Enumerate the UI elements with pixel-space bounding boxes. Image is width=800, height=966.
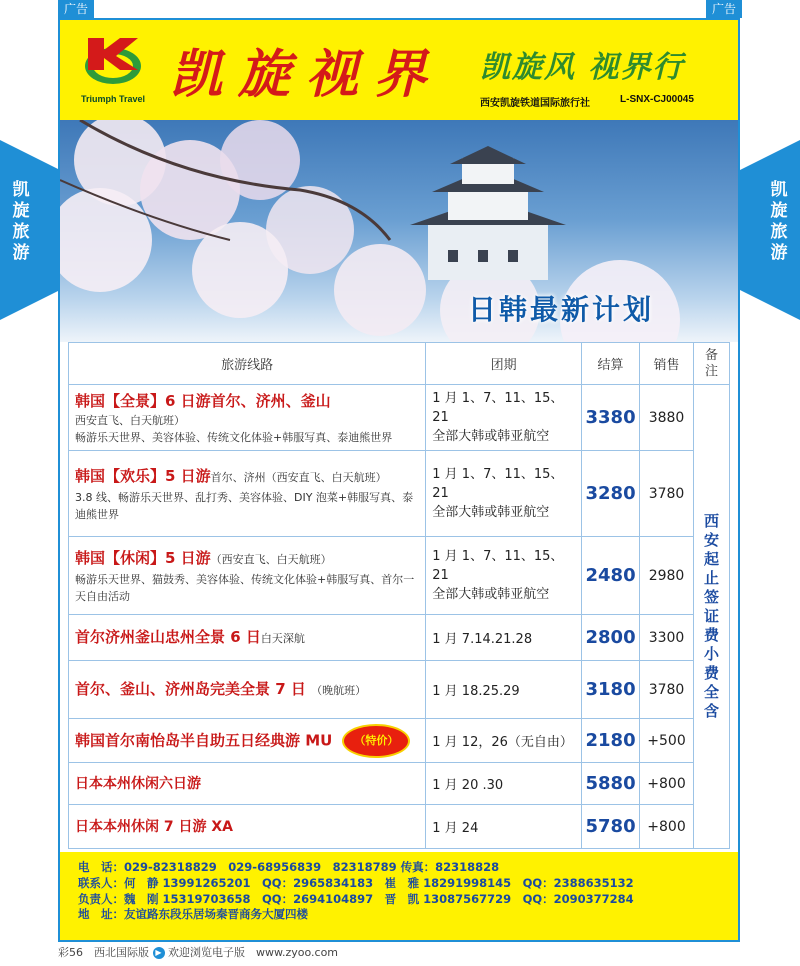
logo-subtitle: Triumph Travel — [80, 94, 146, 104]
route-desc: 西安直飞、白天航班） 畅游乐天世界、美容体验、传统文化体验+韩服写真、泰迪熊世界 — [75, 413, 393, 444]
route-desc: 3.8 线、畅游乐天世界、乱打秀、美容体验、DIY 泡菜+韩服写真、泰迪熊世界 — [75, 490, 414, 521]
settle-price: 2480 — [582, 537, 640, 615]
dates-cell: 1 月 20 .30 — [426, 763, 582, 805]
dates-cell: 1 月 7.14.21.28 — [426, 615, 582, 661]
phone-numbers: 029-82318829 029-68956839 82318789 传真：82318828 — [124, 860, 500, 874]
header-remark-text: 备注 — [704, 347, 718, 379]
route-cell — [69, 385, 426, 451]
route-cell — [69, 451, 426, 537]
table-row — [69, 719, 730, 763]
contact-label: 联系人： — [78, 875, 124, 890]
route-title: 韩国首尔南怡岛半自助五日经典游 MU — [75, 731, 333, 749]
route-cell — [69, 661, 426, 719]
sale-price: 3880 — [640, 385, 694, 451]
bottom-bar — [58, 944, 338, 960]
route-cell — [69, 615, 426, 661]
route-title: 韩国【全景】6 日游首尔、济州、釜山 — [75, 391, 331, 410]
route-cell — [69, 805, 426, 849]
ad-page — [58, 18, 740, 942]
header-dates: 团期 — [426, 343, 582, 385]
table-row — [69, 805, 730, 849]
edition-badge-icon: ▶ — [153, 947, 165, 959]
address: 友谊路东段乐居场秦晋商务大厦四楼 — [124, 907, 308, 922]
remark-cell — [694, 385, 730, 849]
remark-text: 西安起止签证费小费全含 — [703, 512, 719, 720]
table-row — [69, 615, 730, 661]
address-label: 地 址： — [78, 907, 124, 922]
sale-price: +500 — [640, 719, 694, 763]
route-inline-note: （晚航班） — [311, 683, 367, 697]
sale-price: 3780 — [640, 661, 694, 719]
footer-phone-line — [78, 860, 720, 876]
table-row — [69, 763, 730, 805]
side-tab-left-text: 凯旋旅游 — [12, 180, 30, 263]
hero-image — [60, 120, 738, 342]
footer-contact-line — [78, 876, 720, 892]
triumph-logo-icon — [74, 32, 152, 88]
route-title: 日本本州休闲 7 日游 XA — [75, 818, 233, 835]
dates-cell: 1 月 1、7、11、15、21 全部大韩或韩亚航空 — [426, 537, 582, 615]
footer-manager-line — [78, 892, 720, 908]
settle-price: 5880 — [582, 763, 640, 805]
special-price-badge: （特价） — [342, 724, 410, 758]
license-number: L-SNX-CJ00045 — [620, 94, 694, 105]
sale-price: 2980 — [640, 537, 694, 615]
brand-title: 凯旋视界 — [170, 44, 443, 105]
header-banner — [60, 20, 738, 120]
manager-label: 负责人： — [78, 891, 124, 906]
settle-price: 3180 — [582, 661, 640, 719]
route-cell — [69, 763, 426, 805]
settle-price: 2180 — [582, 719, 640, 763]
route-inline-note: 白天深航 — [260, 631, 305, 645]
table-row — [69, 537, 730, 615]
sale-price: 3780 — [640, 451, 694, 537]
settle-price: 3380 — [582, 385, 640, 451]
settle-price: 5780 — [582, 805, 640, 849]
table-row — [69, 451, 730, 537]
phone-label: 电 话： — [78, 860, 124, 874]
hero-title: 日韩最新计划 — [468, 293, 655, 326]
route-inline-note: （西安直飞、白天航班） — [210, 552, 332, 566]
side-tab-right-text: 凯旋旅游 — [770, 180, 788, 263]
header-route: 旅游线路 — [69, 343, 426, 385]
ad-tag-left: 广告 — [58, 0, 94, 18]
route-title: 首尔济州釜山忠州全景 6 日 — [75, 627, 261, 646]
sale-price: +800 — [640, 805, 694, 849]
header-sale: 销售 — [640, 343, 694, 385]
side-tab-left — [0, 140, 60, 320]
table-row — [69, 661, 730, 719]
dates-cell: 1 月 12，26（无自由） — [426, 719, 582, 763]
dates-cell: 1 月 1、7、11、15、21 全部大韩或韩亚航空 — [426, 451, 582, 537]
ad-tag-right: 广告 — [706, 0, 742, 18]
agency-name: 西安凯旋铁道国际旅行社 — [480, 98, 590, 109]
logo — [74, 32, 152, 104]
tour-table — [68, 342, 730, 849]
route-cell — [69, 537, 426, 615]
route-title: 韩国【休闲】5 日游 — [75, 548, 211, 567]
dates-cell: 1 月 24 — [426, 805, 582, 849]
settle-price: 2800 — [582, 615, 640, 661]
route-inline-note: 首尔、济州（西安直飞、白天航班） — [210, 470, 387, 484]
header-settle: 结算 — [582, 343, 640, 385]
contact-persons: 何 静 13991265201 QQ：2965834183 崔 雅 18291998145 QQ：2388635132 — [124, 875, 634, 890]
sale-price: +800 — [640, 763, 694, 805]
route-cell — [69, 719, 426, 763]
sale-price: 3300 — [640, 615, 694, 661]
manager-persons: 魏 刚 15319703658 QQ：2694104897 晋 凯 13087567729 QQ：2090377284 — [124, 891, 634, 906]
slogan: 凯旋风 视界行 — [480, 50, 685, 85]
route-title: 日本本州休闲六日游 — [75, 775, 201, 792]
contact-footer — [60, 852, 738, 940]
route-title: 首尔、釜山、济州岛完美全景 7 日 — [75, 679, 306, 698]
route-title: 韩国【欢乐】5 日游 — [75, 466, 211, 485]
side-tab-right — [740, 140, 800, 320]
page-number: 彩56 西北国际版 — [58, 946, 149, 959]
footer-address-line — [78, 907, 720, 923]
dates-cell: 1 月 18.25.29 — [426, 661, 582, 719]
settle-price: 3280 — [582, 451, 640, 537]
route-desc: 畅游乐天世界、猫鼓秀、美容体验、传统文化体验+韩服写真、首尔一天自由活动 — [75, 572, 415, 603]
dates-cell: 1 月 1、7、11、15、21 全部大韩或韩亚航空 — [426, 385, 582, 451]
welcome-text: 欢迎浏览电子版 www.zyoo.com — [168, 946, 339, 959]
table-header-row — [69, 343, 730, 385]
header-remark — [694, 343, 730, 385]
table-row — [69, 385, 730, 451]
